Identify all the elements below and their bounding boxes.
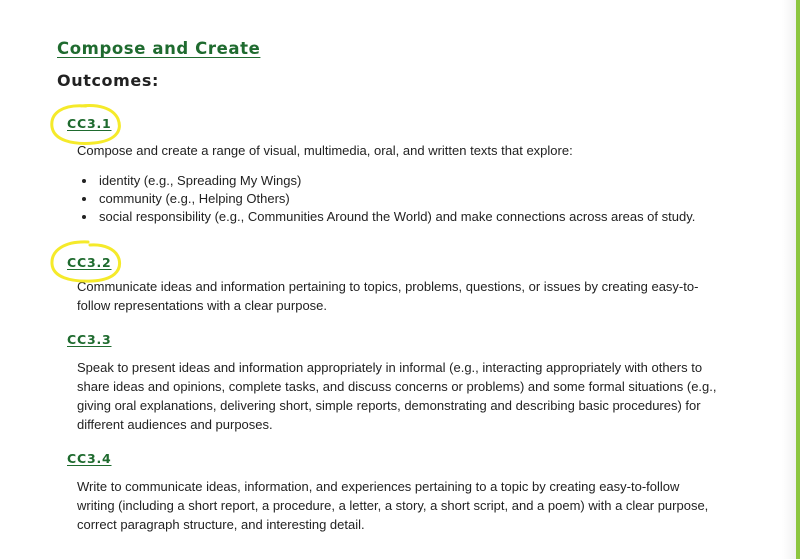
outcome-description: Write to communicate ideas, information, and experiences pertaining to a topic by creating easy-to-follow writing (including a short report, a procedure, a letter, a story, a short script, and a poem) with a clear purpose, correct paragraph structure, and interesting detail. [77, 479, 709, 532]
main-content [57, 38, 757, 534]
list-item: • community (e.g., Helping Others) [97, 190, 757, 208]
outcome-code-link[interactable]: CC3.1 [67, 116, 112, 131]
outcome-description: Compose and create a range of visual, multimedia, oral, and written texts that explore: [77, 143, 573, 158]
section-title-link[interactable]: Compose and Create [57, 39, 261, 58]
right-edge-shadow [782, 0, 796, 559]
right-accent-bar [796, 0, 800, 559]
list-item: • social responsibility (e.g., Communities Around the World) and make connections across areas of study. [97, 208, 757, 226]
outcome-cc3-3 [57, 329, 757, 434]
outcome-cc3-4 [57, 448, 757, 534]
outcome-code-link[interactable]: CC3.4 [67, 451, 112, 466]
outcome-description: Communicate ideas and information pertaining to topics, problems, questions, or issues by creating easy-to-follow representations with a clear purpose. [77, 279, 699, 313]
outcome-code-link[interactable]: CC3.3 [67, 332, 112, 347]
outcome-description: Speak to present ideas and information appropriately in informal (e.g., interacting appropriately with others to share ideas and opinions, complete tasks, and discuss concerns or problems) and some formal situations (e.g., giving oral explanations, delivering short, simple reports, demonstrating and describing basic procedures) for different audiences and purposes. [77, 360, 717, 432]
outcome-cc3-2 [57, 252, 757, 315]
outcome-cc3-1 [57, 113, 757, 226]
outcomes-heading: Outcomes: [57, 71, 159, 90]
outcome-code-link[interactable]: CC3.2 [67, 255, 112, 270]
list-item: • identity (e.g., Spreading My Wings) [97, 172, 757, 190]
outcome-bullet-list [57, 172, 757, 226]
